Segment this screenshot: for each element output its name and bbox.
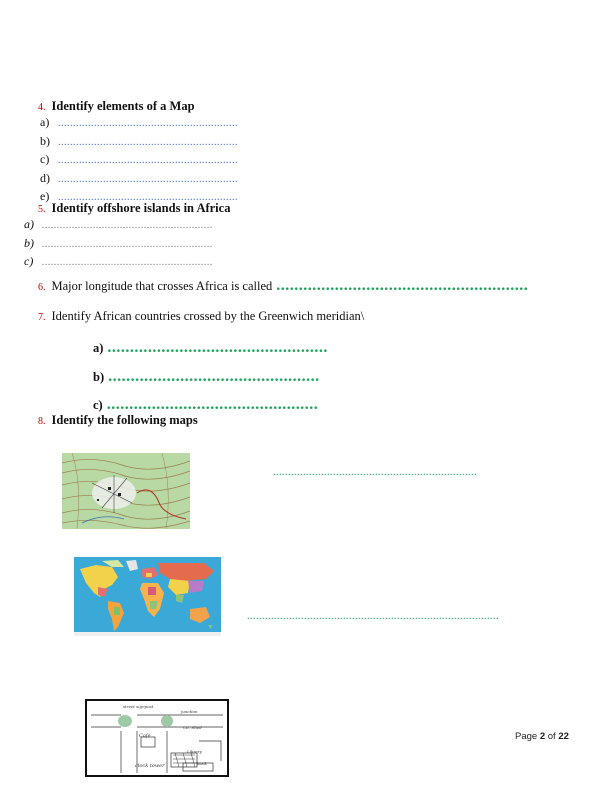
sketch-label-bank: bank [197,761,207,766]
q8-heading [38,411,198,429]
q5-number: 5. [38,204,46,215]
q5-item-b: b) ......................................................... [24,235,213,250]
q5-title: Identify offshore islands in Africa [51,201,231,215]
q4-item-b: b) ............................................................ [40,133,238,148]
q7-item-a: a) ................................................. [93,339,328,356]
q7-line [38,307,364,325]
q4-item-d: d) ............................................................ [40,170,238,185]
sketch-label-box: Cit. Shed [183,725,202,730]
q6-line [38,277,528,295]
q4-number: 4. [38,102,46,113]
answer-blank[interactable]: ............................................... [106,396,319,413]
q7-item-b: b) ............................................... [93,368,320,385]
sketch-label-library: Library [187,749,202,754]
sketch-label-clock: clock tower [135,763,165,769]
q8-blank-2[interactable]: .................................................................................... [247,611,499,622]
q4-items [40,114,238,207]
q7-item-c: c) ............................................... [93,396,319,413]
q8-title: Identify the following maps [51,413,198,427]
sketch-label-junction: junction [181,709,198,714]
q4-item-a: a) ............................................................ [40,115,238,129]
q6-number: 6. [38,282,46,293]
answer-blank[interactable]: ............................................................ [58,118,238,129]
answer-blank[interactable]: ......................................................... [42,238,213,250]
answer-blank[interactable]: ............................................................ [58,192,238,203]
q4-heading [38,97,195,115]
sketch-map-image [85,699,229,777]
q4-title: Identify elements of a Map [51,99,195,113]
answer-blank[interactable]: ............................................................ [58,173,238,185]
q5-items [24,216,213,272]
q6-text: Major longitude that crosses Africa is called [51,279,273,293]
answer-blank[interactable]: ............................................... [108,368,320,385]
q5-heading [38,199,230,217]
q4-item-c: c) ............................................................ [40,152,238,166]
sketch-label-cafe: Cafe [139,733,151,739]
q8-number: 8. [38,416,46,427]
topographic-map-image [62,453,190,529]
q5-item-c: c) ......................................................... [24,254,213,268]
q4-item-e: e) ............................................................ [40,189,238,203]
q7-number: 7. [38,312,46,323]
answer-blank[interactable]: ......................................................... [42,220,213,231]
page-number: Page 2 of 22 [515,731,569,742]
sketch-label-top: street signpost [123,704,154,709]
q8-blank-1[interactable]: .................................................................... [273,467,477,478]
q5-item-a: a) ......................................................... [24,217,213,231]
answer-blank[interactable]: ......................................................... [42,257,213,268]
q7-text: Identify African countries crossed by the Greenwich meridian\ [51,309,365,323]
answer-blank[interactable]: ................................................. [107,339,328,356]
answer-blank[interactable]: ........................................................ [276,277,529,294]
world-map-image [74,557,221,636]
answer-blank[interactable]: ............................................................ [58,136,238,148]
answer-blank[interactable]: ............................................................ [58,155,238,166]
